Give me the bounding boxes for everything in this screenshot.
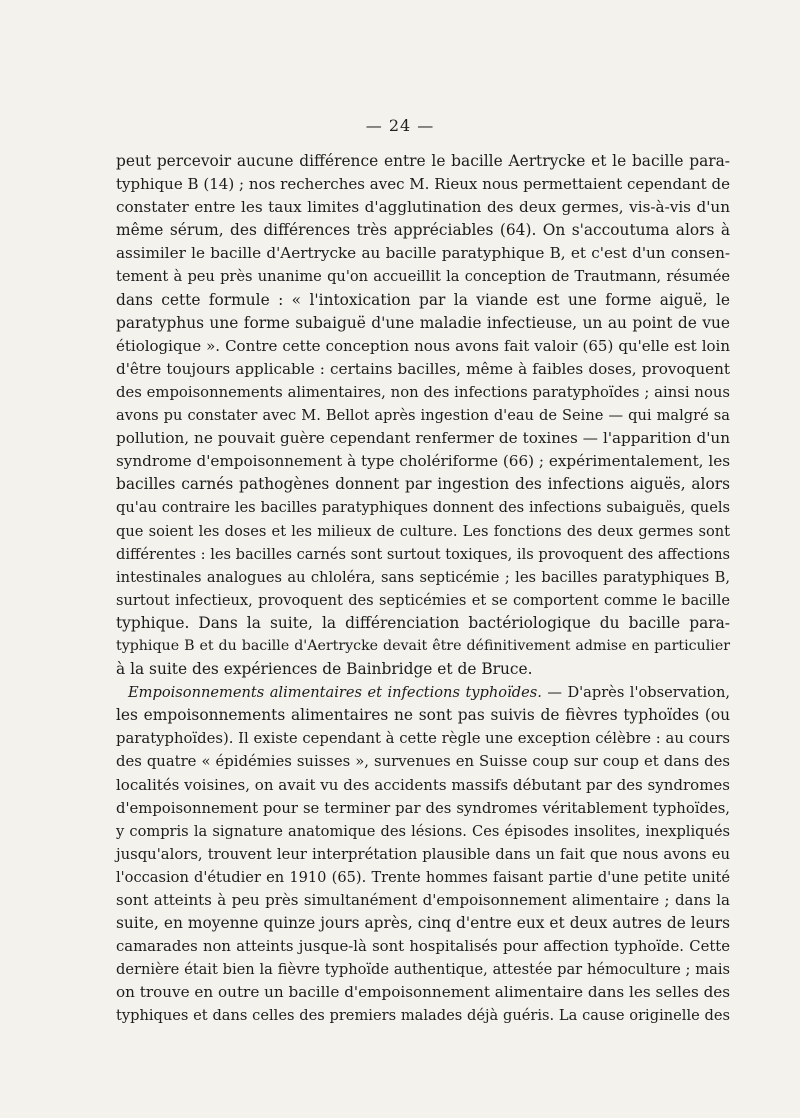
- text-line: surtout infectieux, provoquent des septicémies et se comportent comme le bacille: [116, 591, 730, 609]
- text-line: que soient les doses et les milieux de culture. Les fonctions des deux germes sont: [116, 522, 730, 540]
- text-line: dans cette formule : « l'intoxication par la viande est une forme aiguë, le: [116, 290, 730, 309]
- text-line: les empoisonnements alimentaires ne sont pas suivis de fièvres typhoïdes (ou: [116, 706, 730, 725]
- text-line: à la suite des expériences de Bainbridge et de Bruce.: [116, 660, 533, 679]
- text-line: typhique B et du bacille d'Aertrycke devait être définitivement admise en particulier: [116, 637, 730, 654]
- text-line: même sérum, des différences très appréciables (64). On s'accoutuma alors à: [116, 221, 730, 240]
- text-line: typhiques et dans celles des premiers malades déjà guéris. La cause originelle des: [116, 1007, 730, 1025]
- text-line: assimiler le bacille d'Aertrycke au bacille paratyphique B, et c'est d'un consen-: [116, 244, 730, 263]
- body-text: [116, 150, 730, 1028]
- text-line: on trouve en outre un bacille d'empoisonnement alimentaire dans les selles des: [116, 983, 731, 1002]
- text-line: paratyphoïdes). Il existe cependant à cette règle une exception célèbre : au cours: [116, 730, 730, 748]
- text-line: typhique. Dans la suite, la différenciation bactériologique du bacille para-: [116, 613, 730, 632]
- text-line: bacilles carnés pathogènes donnent par ingestion des infections aiguës, alors: [116, 475, 730, 494]
- text-line: peut percevoir aucune différence entre le bacille Aertrycke et le bacille para-: [116, 152, 730, 170]
- text-line: qu'au contraire les bacilles paratyphiques donnent des infections subaiguës, quels: [116, 499, 730, 517]
- text-line: pollution, ne pouvait guère cependant renfermer de toxines — l'apparition d'un: [116, 429, 730, 448]
- text-line: des empoisonnements alimentaires, non des infections paratyphoïdes ; ainsi nous: [116, 383, 730, 401]
- text-line: jusqu'alors, trouvent leur interprétation plausible dans un fait que nous avons eu: [116, 845, 730, 863]
- text-line: étiologique ». Contre cette conception nous avons fait valoir (65) qu'elle est loin: [116, 336, 730, 355]
- text-line: d'empoisonnement pour se terminer par des syndromes véritablement typhoïdes,: [116, 799, 730, 817]
- text-line: suite, en moyenne quinze jours après, cinq d'entre eux et deux autres de leurs: [116, 914, 730, 933]
- text-line: des quatre « épidémies suisses », survenues en Suisse coup sur coup et dans des: [116, 753, 730, 771]
- text-line: l'occasion d'étudier en 1910 (65). Trente hommes faisant partie d'une petite unité: [116, 868, 730, 886]
- text-run: — D'après l'observation,: [541, 684, 731, 702]
- paragraph-2: [116, 681, 730, 1027]
- page-number: — 24 —: [365, 116, 435, 135]
- text-line: syndrome d'empoisonnement à type cholériforme (66) ; expérimentalement, les: [116, 452, 730, 471]
- text-line: camarades non atteints jusque-là sont hospitalisés pour affection typhoïde. Cette: [116, 938, 730, 956]
- text-line: constater entre les taux limites d'agglutination des deux germes, vis-à-vis d'un: [116, 198, 730, 217]
- text-line: intestinales analogues au chloléra, sans septicémie ; les bacilles paratyphiques B,: [116, 568, 730, 586]
- text-line: paratyphus une forme subaiguë d'une maladie infectieuse, un au point de vue: [116, 313, 730, 332]
- text-line: différentes : les bacilles carnés sont surtout toxiques, ils provoquent des affections: [116, 545, 730, 563]
- text-line: tement à peu près unanime qu'on accueillit la conception de Trautmann, résumée: [116, 268, 730, 286]
- text-line: localités voisines, on avait vu des accidents massifs débutant par des syndromes: [116, 775, 730, 794]
- text-line: avons pu constater avec M. Bellot après ingestion d'eau de Seine — qui malgré sa: [116, 407, 730, 425]
- paragraph-1: [116, 150, 730, 681]
- text-line: y compris la signature anatomique des lésions. Ces épisodes insolites, inexpliqués: [116, 822, 730, 840]
- text-line: dernière était bien la fièvre typhoïde authentique, attestée par hémoculture ; mais: [116, 961, 730, 979]
- section-heading-line: [116, 681, 730, 704]
- text-line: typhique B (14) ; nos recherches avec M. Rieux nous permettaient cependant de: [116, 175, 730, 194]
- text-line: d'être toujours applicable : certains bacilles, même à faibles doses, provoquent: [116, 359, 730, 378]
- text-line: sont atteints à peu près simultanément d'empoisonnement alimentaire ; dans la: [116, 891, 730, 909]
- section-heading: Empoisonnements alimentaires et infections typhoïdes.: [128, 684, 542, 702]
